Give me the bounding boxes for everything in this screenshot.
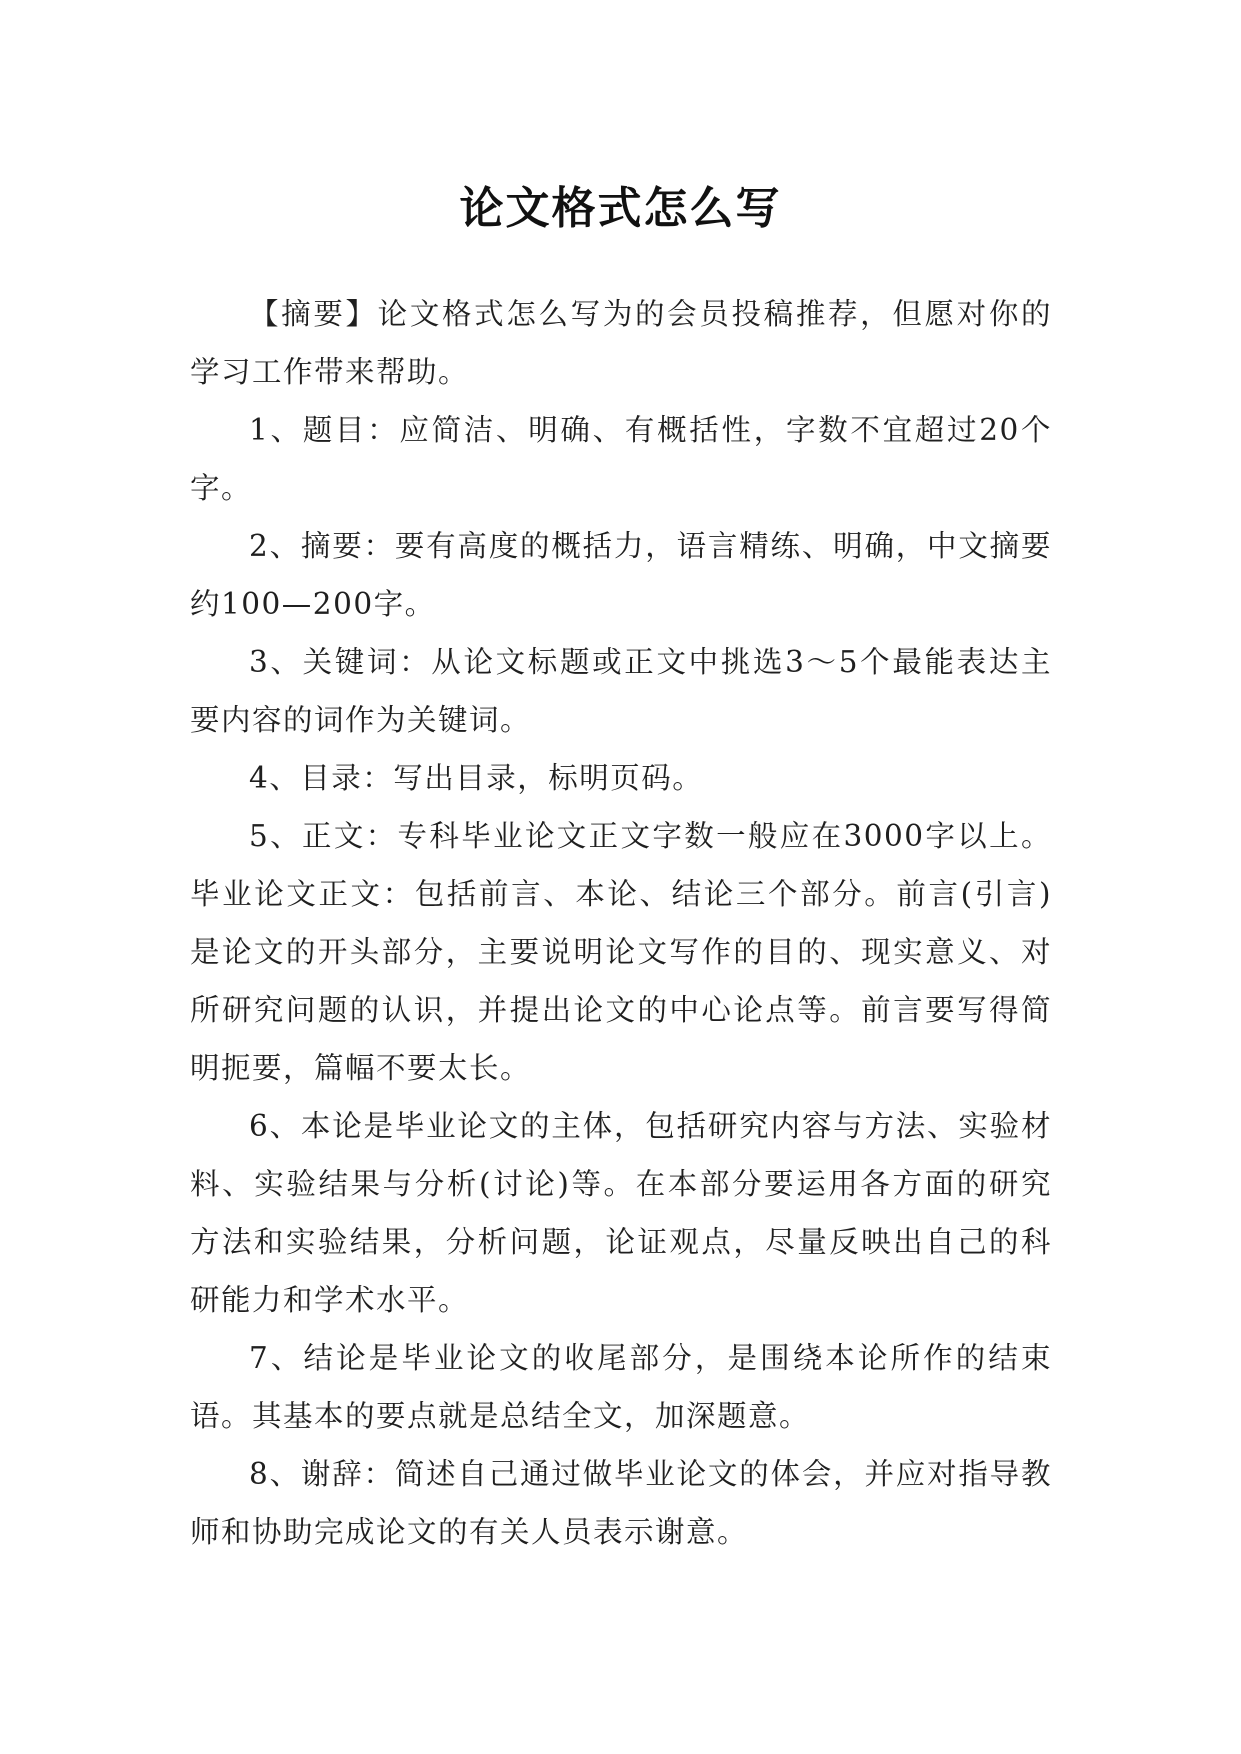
paragraph-conclusion-rule: 7、结论是毕业论文的收尾部分，是围绕本论所作的结束语。其基本的要点就是总结全文，加深题意。 xyxy=(190,1341,1052,1433)
paragraph-keywords-rule: 3、关键词：从论文标题或正文中挑选3～5个最能表达主要内容的词作为关键词。 xyxy=(190,645,1052,737)
paragraph-title-rule: 1、题目：应简洁、明确、有概括性，字数不宜超过20个字。 xyxy=(190,413,1052,505)
paragraph-main-discussion-rule: 6、本论是毕业论文的主体，包括研究内容与方法、实验材料、实验结果与分析(讨论)等。在本部分要运用各方面的研究方法和实验结果，分析问题，论证观点，尽量反映出自己的科研能力和学术水平。 xyxy=(190,1109,1052,1317)
document-title: 论文格式怎么写 xyxy=(459,183,782,235)
paragraph-body-rule: 5、正文：专科毕业论文正文字数一般应在3000字以上。毕业论文正文：包括前言、本论、结论三个部分。前言(引言)是论文的开头部分，主要说明论文写作的目的、现实意义、对所研究问题的认识，并提出论文的中心论点等。前言要写得简明扼要，篇幅不要太长。 xyxy=(190,819,1052,1085)
abstract-paragraph: 【摘要】论文格式怎么写为的会员投稿推荐，但愿对你的学习工作带来帮助。 xyxy=(190,297,1052,389)
paragraph-abstract-rule: 2、摘要：要有高度的概括力，语言精练、明确，中文摘要约100—200字。 xyxy=(190,529,1052,621)
paragraph-acknowledgement-rule: 8、谢辞：简述自己通过做毕业论文的体会，并应对指导教师和协助完成论文的有关人员表示谢意。 xyxy=(190,1457,1052,1549)
paragraph-contents-rule: 4、目录：写出目录，标明页码。 xyxy=(249,761,704,795)
document-body xyxy=(190,285,1052,1561)
